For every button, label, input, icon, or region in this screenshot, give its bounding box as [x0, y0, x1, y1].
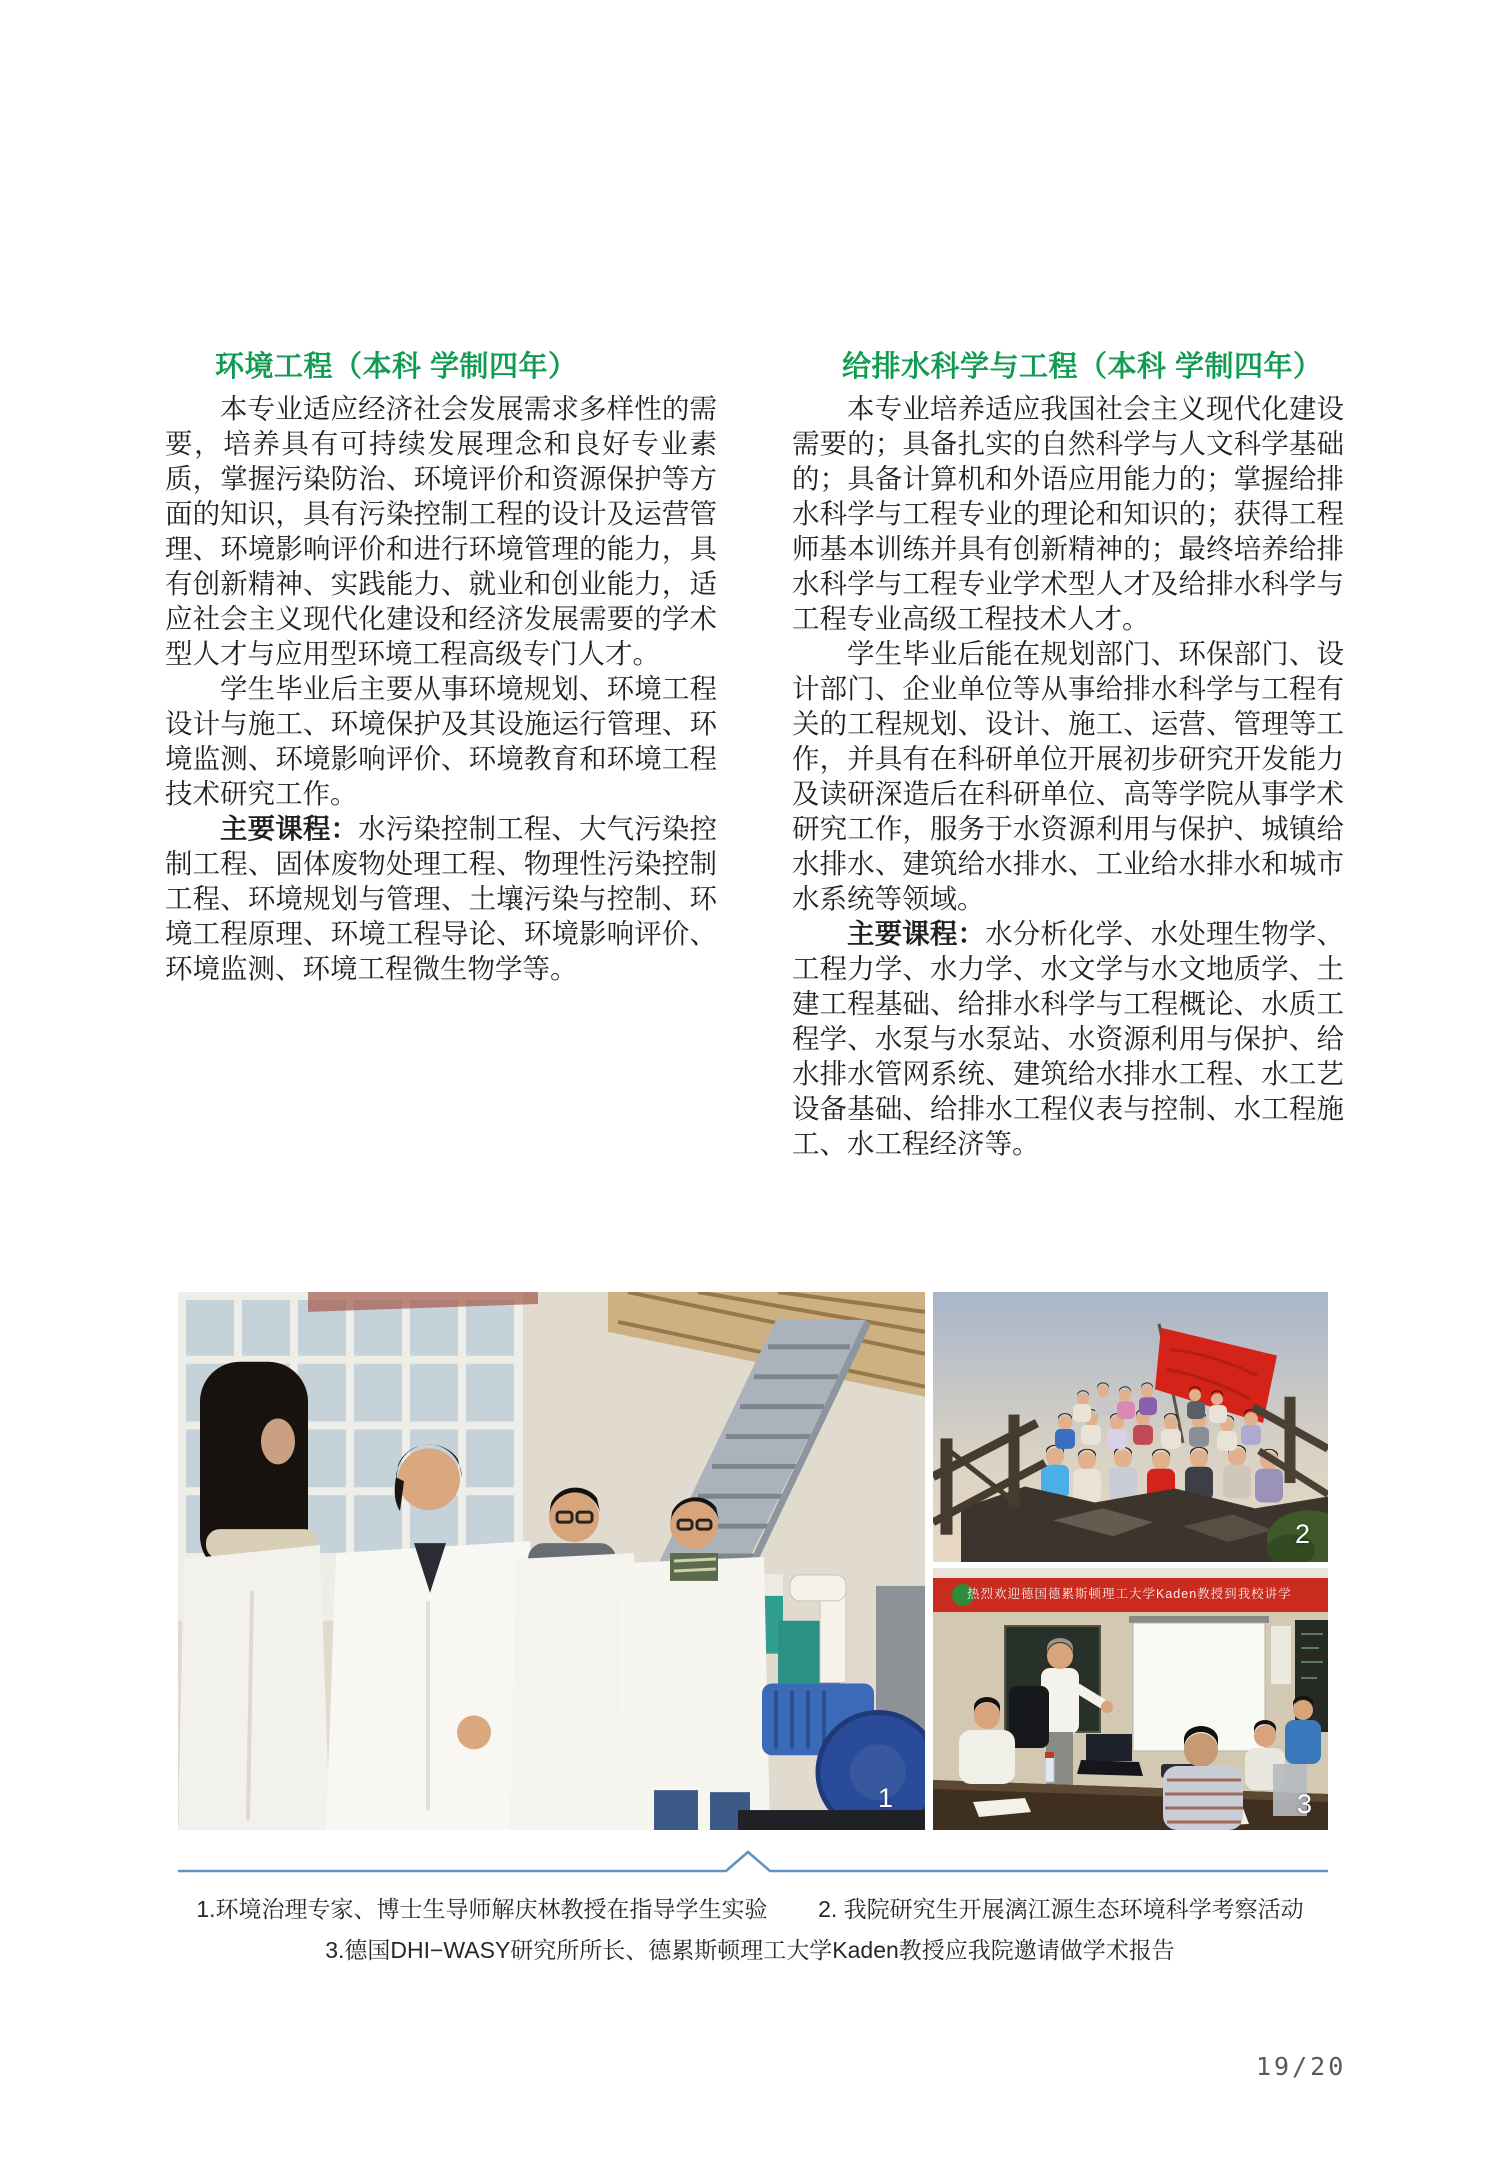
- caption-line-1: [0, 1889, 1500, 1930]
- caption-divider-line: [0, 1840, 1500, 1884]
- courses-label: 主要课程：: [220, 813, 359, 844]
- lecture-photo-illustration: [933, 1568, 1328, 1830]
- photo-number-label: 3: [1296, 1789, 1312, 1819]
- group-photo-illustration: [933, 1292, 1328, 1562]
- caption-line-2: [0, 1930, 1500, 1971]
- caption-photo-2: 2. 我院研究生开展漓江源生态环境科学考察活动: [818, 1896, 1304, 1922]
- article-paragraph: 学生毕业后能在规划部门、环保部门、设计部门、企业单位等从事给排水科学与工程有关的工程规划、设计、施工、运营、管理等工作，并具有在科研单位开展初步研究开发能力及读研深造后在科研单位、高等学院从事学术研究工作，服务于水资源利用与保护、城镇给水排水、建筑给水排水、工业给水排水和城市水系统等领域。: [792, 638, 1344, 914]
- article-paragraph: 学生毕业后主要从事环境规划、环境工程设计与施工、环境保护及其设施运行管理、环境监测、环境影响评价、环境教育和环境工程技术研究工作。: [165, 673, 717, 809]
- lecture-banner-text: 热烈欢迎德国德累斯顿理工大学Kaden教授到我校讲学: [967, 1587, 1292, 1601]
- photo-academic-lecture: [933, 1568, 1328, 1830]
- courses-label: 主要课程：: [847, 918, 986, 949]
- article-environmental-engineering: [165, 349, 717, 986]
- photo-number-label: 1: [877, 1783, 893, 1813]
- article-courses-paragraph: [165, 811, 717, 986]
- photo-number-label: 2: [1294, 1519, 1310, 1549]
- courses-text: 水分析化学、水处理生物学、工程力学、水力学、水文学与水文地质学、土建工程基础、给排水科学与工程概论、水质工程学、水泵与水泵站、水资源利用与保护、给水排水管网系统、建筑给水排水工程、水工艺设备基础、给排水工程仪表与控制、水工程施工、水工程经济等。: [792, 918, 1345, 1159]
- article-title-water-supply-drainage: 给排水科学与工程（本科 学制四年）: [842, 351, 1323, 383]
- article-paragraph: 本专业培养适应我国社会主义现代化建设需要的；具备扎实的自然科学与人文科学基础的；具备计算机和外语应用能力的；掌握给排水科学与工程专业的理论和知识的；获得工程师基本训练并具有创新精神的；最终培养给排水科学与工程专业学术型人才及给排水科学与工程专业高级工程技术人才。: [792, 393, 1344, 634]
- lab-photo-illustration: [178, 1292, 925, 1830]
- article-water-supply-drainage: [792, 349, 1344, 1161]
- caption-photo-1: 1.环境治理专家、博士生导师解庆林教授在指导学生实验: [196, 1896, 768, 1922]
- courses-text: 水污染控制工程、大气污染控制工程、固体废物处理工程、物理性污染控制工程、环境规划与管理、土壤污染与控制、环境工程原理、环境工程导论、环境影响评价、环境监测、环境工程微生物学等。: [165, 813, 718, 984]
- article-courses-paragraph: [792, 916, 1344, 1161]
- photo-lab-experiment: [178, 1292, 925, 1830]
- photo-captions: [0, 1889, 1500, 1971]
- article-title-environmental-engineering: 环境工程（本科 学制四年）: [215, 351, 578, 383]
- photo-field-trip-group: [933, 1292, 1328, 1562]
- page-number: 19/20: [1256, 2052, 1347, 2081]
- article-paragraph: 本专业适应经济社会发展需求多样性的需要，培养具有可持续发展理念和良好专业素质，掌握污染防治、环境评价和资源保护等方面的知识，具有污染控制工程的设计及运营管理、环境影响评价和进行环境管理的能力，具有创新精神、实践能力、就业和创业能力，适应社会主义现代化建设和经济发展需要的学术型人才与应用型环境工程高级专门人才。: [165, 393, 717, 669]
- caption-photo-3: 3.德国DHI−WASY研究所所长、德累斯顿理工大学Kaden教授应我院邀请做学术报告: [325, 1937, 1175, 1963]
